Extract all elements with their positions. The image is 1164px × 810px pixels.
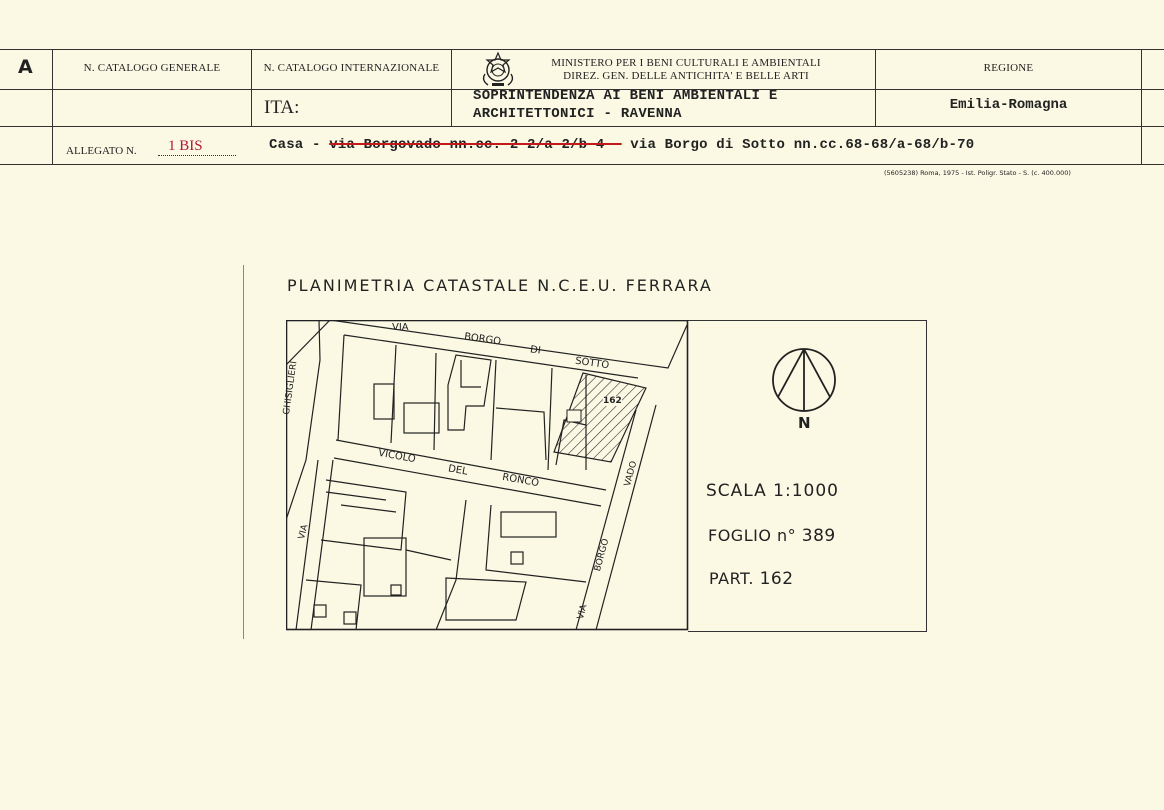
description-line [269, 137, 974, 153]
print-info: (5605238) Roma, 1975 - Ist. Poligr. Stato - S. (c. 400.000) [884, 169, 1071, 177]
regione-label: REGIONE [983, 62, 1034, 74]
part-label: PART. [709, 569, 754, 588]
street-label-vicolo: VICOLO [377, 447, 417, 466]
street-label-via-left: VIA [297, 523, 311, 541]
catalogo-internazionale-label: N. CATALOGO INTERNAZIONALE [263, 62, 440, 74]
street-label-via-right: VIA [576, 603, 590, 621]
description-struck: via Borgovado nn.cc. 2-2/a-2/b-4 - [329, 137, 622, 153]
ministero-line1: MINISTERO PER I BENI CULTURALI E AMBIENTALI [551, 57, 821, 69]
republic-emblem-icon [478, 50, 518, 88]
catalogo-generale-label: N. CATALOGO GENERALE [83, 62, 221, 74]
soprintendenza-line2: ARCHITETTONICI - RAVENNA [473, 106, 682, 122]
part-value: 162 [759, 569, 794, 589]
street-label-del: DEL [447, 463, 469, 478]
street-label-di-top: DI [529, 344, 542, 357]
foglio-label: FOGLIO n° [708, 526, 797, 545]
description-suffix: via Borgo di Sotto nn.cc.68-68/a-68/b-70 [630, 137, 975, 153]
regione-value: Emilia-Romagna [949, 97, 1068, 113]
col-divider-2 [251, 49, 252, 127]
street-label-via-top: VIA [392, 322, 409, 333]
street-label-ghisiglieri: GHISIGLIERI [282, 360, 300, 416]
part-line [709, 569, 794, 589]
street-label-ronco: RONCO [501, 471, 540, 490]
col-divider-5 [1141, 49, 1142, 165]
parcel-number-label: 162 [603, 396, 622, 406]
ministero-line2: DIREZ. GEN. DELLE ANTICHITA' E BELLE ARTI [563, 70, 809, 82]
header-top-rule [0, 49, 1164, 50]
map-title: PLANIMETRIA CATASTALE N.C.E.U. FERRARA [287, 276, 713, 295]
allegato-label: ALLEGATO N. [66, 145, 137, 157]
north-label: N [798, 414, 811, 432]
header-bottom-rule [0, 164, 1164, 165]
soprintendenza-line1: SOPRINTENDENZA AI BENI AMBIENTALI E [473, 88, 778, 104]
ita-value: ITA: [264, 97, 300, 118]
street-label-sotto-top: SOTTO [574, 355, 610, 372]
foglio-value: 389 [801, 526, 836, 546]
foglio-line [708, 526, 836, 546]
card-letter: A [18, 56, 33, 78]
street-label-vado: VADO [623, 460, 640, 488]
description-prefix: Casa - [269, 137, 321, 153]
header-row2-rule [0, 126, 1164, 127]
street-label-borgo-right: BORGO [593, 537, 612, 573]
street-label-borgo-top: BORGO [463, 331, 502, 348]
scala-label: SCALA 1:1000 [706, 481, 839, 501]
allegato-value: 1 BIS [158, 138, 236, 156]
col-divider-3 [451, 49, 452, 127]
col-divider-4 [875, 49, 876, 127]
north-arrow-icon [771, 347, 837, 413]
